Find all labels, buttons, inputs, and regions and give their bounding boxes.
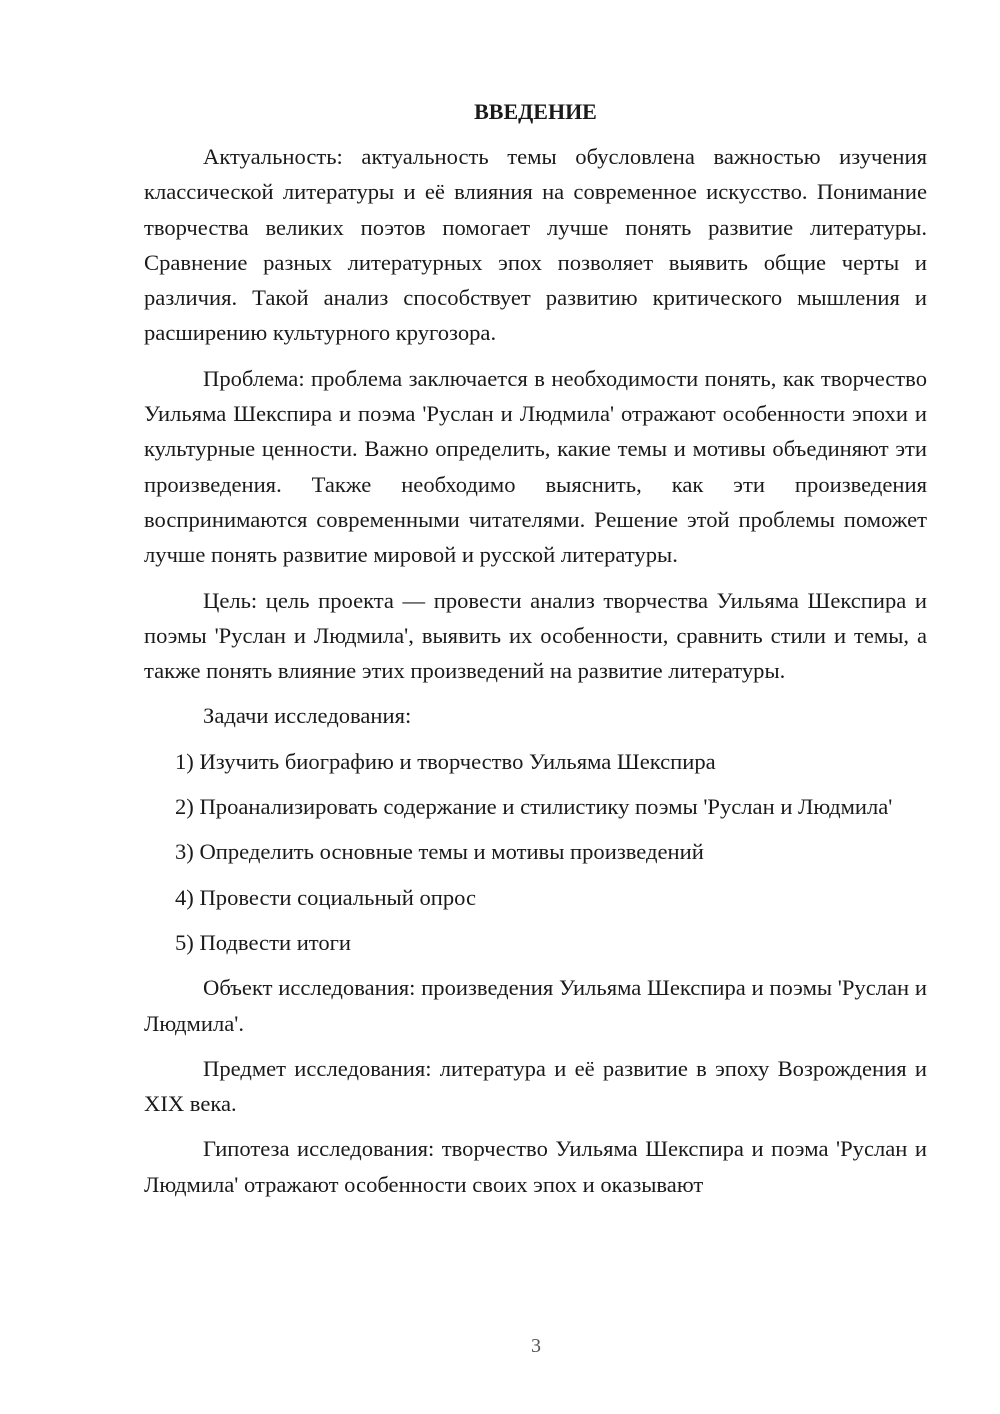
paragraph-goal: Цель: цель проекта — провести анализ творчества Уильяма Шекспира и поэмы 'Руслан и Людмила', выявить их особенности, сравнить стили и темы, а также понять влияние этих произведений на развитие литературы. xyxy=(144,587,927,684)
paragraph-relevance: Актуальность: актуальность темы обусловлена важностью изучения классической литературы и её влияния на современное искусство. Понимание творчества великих поэтов помогает лучше понять развитие литературы. Сравнение разных литературных эпох позволяет выявить общие черты и различия. Такой анализ способствует развитию критического мышления и расширению культурного кругозора. xyxy=(144,144,927,346)
page-content xyxy=(144,94,927,1212)
paragraph-object: Объект исследования: произведения Уильяма Шекспира и поэмы 'Руслан и Людмила'. xyxy=(144,975,927,1036)
section-heading: ВВЕДЕНИЕ xyxy=(474,99,597,124)
page-number: 3 xyxy=(531,1335,541,1357)
paragraph-hypothesis: Гипотеза исследования: творчество Уильяма Шекспира и поэма 'Руслан и Людмила' отражают особенности своих эпох и оказывают xyxy=(144,1136,927,1197)
task-item-5: 5) Подвести итоги xyxy=(175,929,352,955)
paragraph-tasks-intro: Задачи исследования: xyxy=(203,703,412,729)
task-item-1: 1) Изучить биографию и творчество Уильяма Шекспира xyxy=(175,748,716,774)
task-item-3: 3) Определить основные темы и мотивы произведений xyxy=(175,839,704,865)
paragraph-subject: Предмет исследования: литература и её развитие в эпоху Возрождения и XIX века. xyxy=(144,1055,927,1117)
task-item-4: 4) Провести социальный опрос xyxy=(175,884,477,910)
paragraph-problem: Проблема: проблема заключается в необходимости понять, как творчество Уильяма Шекспира и поэма 'Руслан и Людмила' отражают особенности эпохи и культурные ценности. Важно определить, какие темы и мотивы объединяют эти произведения. Также необходимо выяснить, как эти произведения воспринимаются современными читателями. Решение этой проблемы поможет лучше понять развитие мировой и русской литературы. xyxy=(144,365,927,568)
task-item-2: 2) Проанализировать содержание и стилистику поэмы 'Руслан и Людмила' xyxy=(175,794,893,820)
